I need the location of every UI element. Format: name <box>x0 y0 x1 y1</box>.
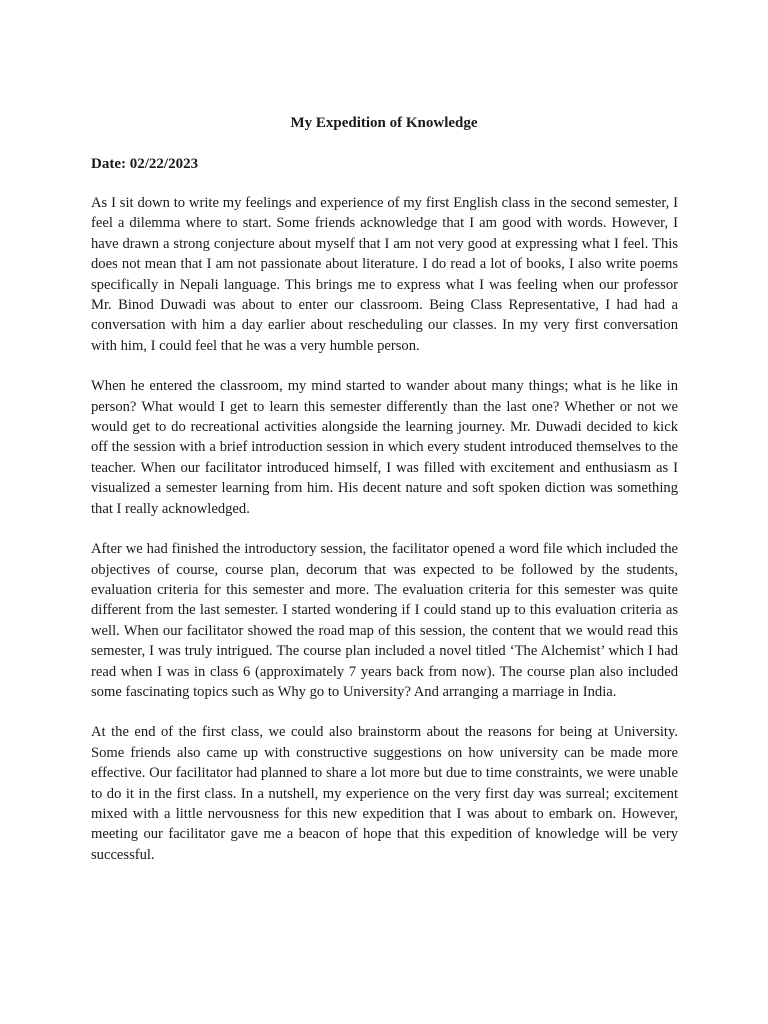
paragraph-3: After we had finished the introductory session, the facilitator opened a word file which included the objectives of course, course plan, decorum that was expected to be followed by the students, evaluation criteria for this semester and more. The evaluation criteria for this semester was quite different from the last semester. I started wondering if I could stand up to this evaluation criteria as well. When our facilitator showed the road map of this session, the content that we would read this semester, I was truly intrigued. The course plan included a novel titled ‘The Alchemist’ which I had read when I was in class 6 (approximately 7 years back from now). The course plan also included some fascinating topics such as Why go to University? And arranging a marriage in India. <box>91 541 678 700</box>
document-date: Date: 02/22/2023 <box>91 156 199 172</box>
document-body <box>91 193 678 885</box>
paragraph-1: As I sit down to write my feelings and experience of my first English class in the second semester, I feel a dilemma where to start. Some friends acknowledge that I am good with words. However, I have drawn a strong conjecture about myself that I am not very good at expressing what I feel. This does not mean that I am not passionate about literature. I do read a lot of books, I also write poems specifically in Nepali language. This brings me to express what I was feeling when our professor Mr. Binod Duwadi was about to enter our classroom. Being Class Representative, I had had a conversation with him a day earlier about rescheduling our classes. In my very first conversation with him, I could feel that he was a very humble person. <box>91 195 678 354</box>
paragraph-4: At the end of the first class, we could also brainstorm about the reasons for being at University. Some friends also came up with constructive suggestions on how university can be made more effective. Our facilitator had planned to share a lot more but due to time constraints, we were unable to do it in the first class. In a nutshell, my experience on the very first day was surreal; excitement mixed with a little nervousness for this new expedition that I was about to embark on. However, meeting our facilitator gave me a beacon of hope that this expedition of knowledge will be very successful. <box>91 724 678 863</box>
paragraph-2: When he entered the classroom, my mind started to wander about many things; what is he like in person? What would I get to learn this semester differently than the last one? Whether or not we would get to do recreational activities alongside the learning journey. Mr. Duwadi decided to kick off the session with a brief introduction session in which every student introduced themselves to the teacher. When our facilitator introduced himself, I was filled with excitement and enthusiasm as I visualized a semester learning from him. His decent nature and soft spoken diction was something that I really acknowledged. <box>91 378 678 517</box>
document-title: My Expedition of Knowledge <box>290 115 478 131</box>
